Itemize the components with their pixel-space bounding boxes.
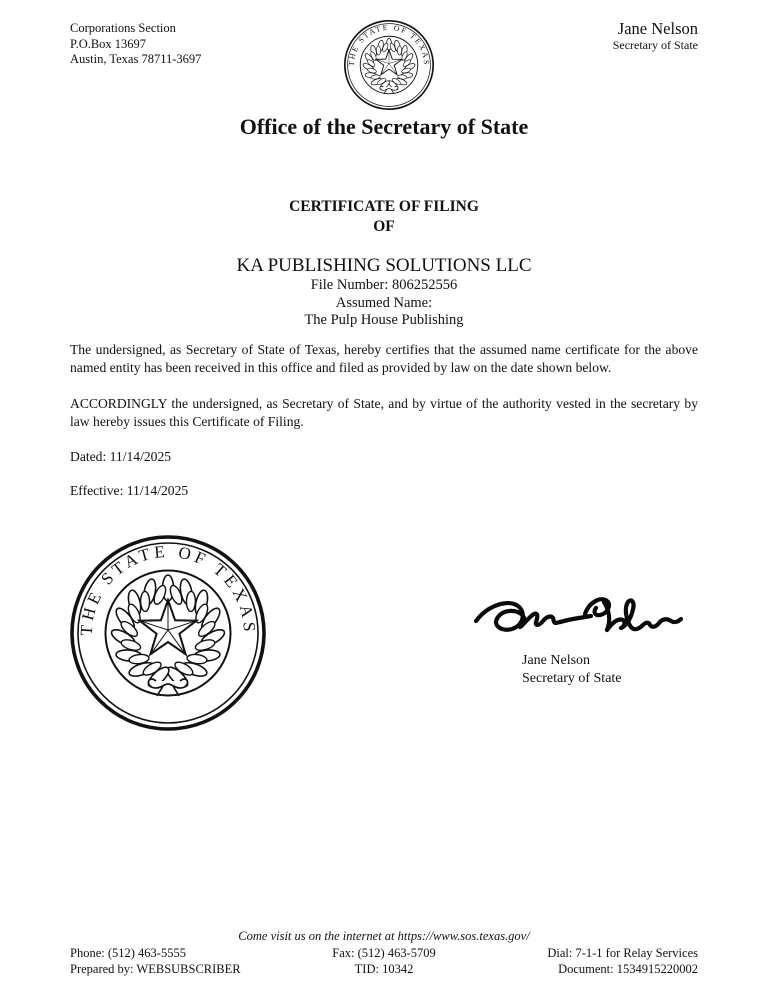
body-paragraph-1: The undersigned, as Secretary of State of Texas, hereby certifies that the assumed name certificate for the above named entity has been received in this office and filed as provided by law on the date shown below. <box>70 342 698 375</box>
seal-text-large: THE STATE OF TEXAS <box>76 541 260 636</box>
certificate-heading <box>0 197 768 330</box>
officer-name: Jane Nelson <box>617 19 698 38</box>
footer-relay: Dial: 7-1-1 for Relay Services <box>547 946 698 960</box>
address-line-3: Austin, Texas 78711-3697 <box>70 52 202 66</box>
footer-fax: Fax: (512) 463-5709 <box>332 946 436 960</box>
return-address-block <box>70 21 201 68</box>
officer-block <box>613 20 698 53</box>
dated-line: Dated: 11/14/2025 <box>70 449 172 464</box>
texas-state-seal-small-icon <box>343 19 435 111</box>
signer-title: Secretary of State <box>522 671 622 686</box>
footer-phone: Phone: (512) 463-5555 <box>70 946 186 960</box>
certificate-of: OF <box>373 218 395 235</box>
assumed-name-label: Assumed Name: <box>335 294 433 311</box>
footer-prepared-by: Prepared by: WEBSUBSCRIBER <box>70 962 241 976</box>
file-number: File Number: 806252556 <box>310 277 458 293</box>
page-title: Office of the Secretary of State <box>239 114 529 139</box>
seal-text-small: THE STATE OF TEXAS <box>346 22 432 67</box>
officer-title: Secretary of State <box>612 38 698 52</box>
address-line-2: P.O.Box 13697 <box>70 36 147 51</box>
texas-state-seal-large-icon <box>68 533 268 733</box>
certificate-title: CERTIFICATE OF FILING <box>289 198 479 215</box>
footer-website-line: Come visit us on the internet at https://www.sos.texas.gov/ <box>238 929 530 943</box>
entity-name: KA PUBLISHING SOLUTIONS LLC <box>236 255 532 276</box>
effective-line: Effective: 11/14/2025 <box>70 483 189 498</box>
assumed-name: The Pulp House Publishing <box>304 312 464 328</box>
signer-name: Jane Nelson <box>522 653 591 668</box>
footer-tid: TID: 10342 <box>354 962 414 976</box>
address-line-1: Corporations Section <box>70 21 176 35</box>
signature-icon <box>472 590 686 640</box>
footer-document: Document: 1534915220002 <box>558 962 698 976</box>
body-paragraph-2: ACCORDINGLY the undersigned, as Secretary of State, and by virtue of the authority vested in the secretary by law hereby issues this Certificate of Filing. <box>70 396 698 429</box>
